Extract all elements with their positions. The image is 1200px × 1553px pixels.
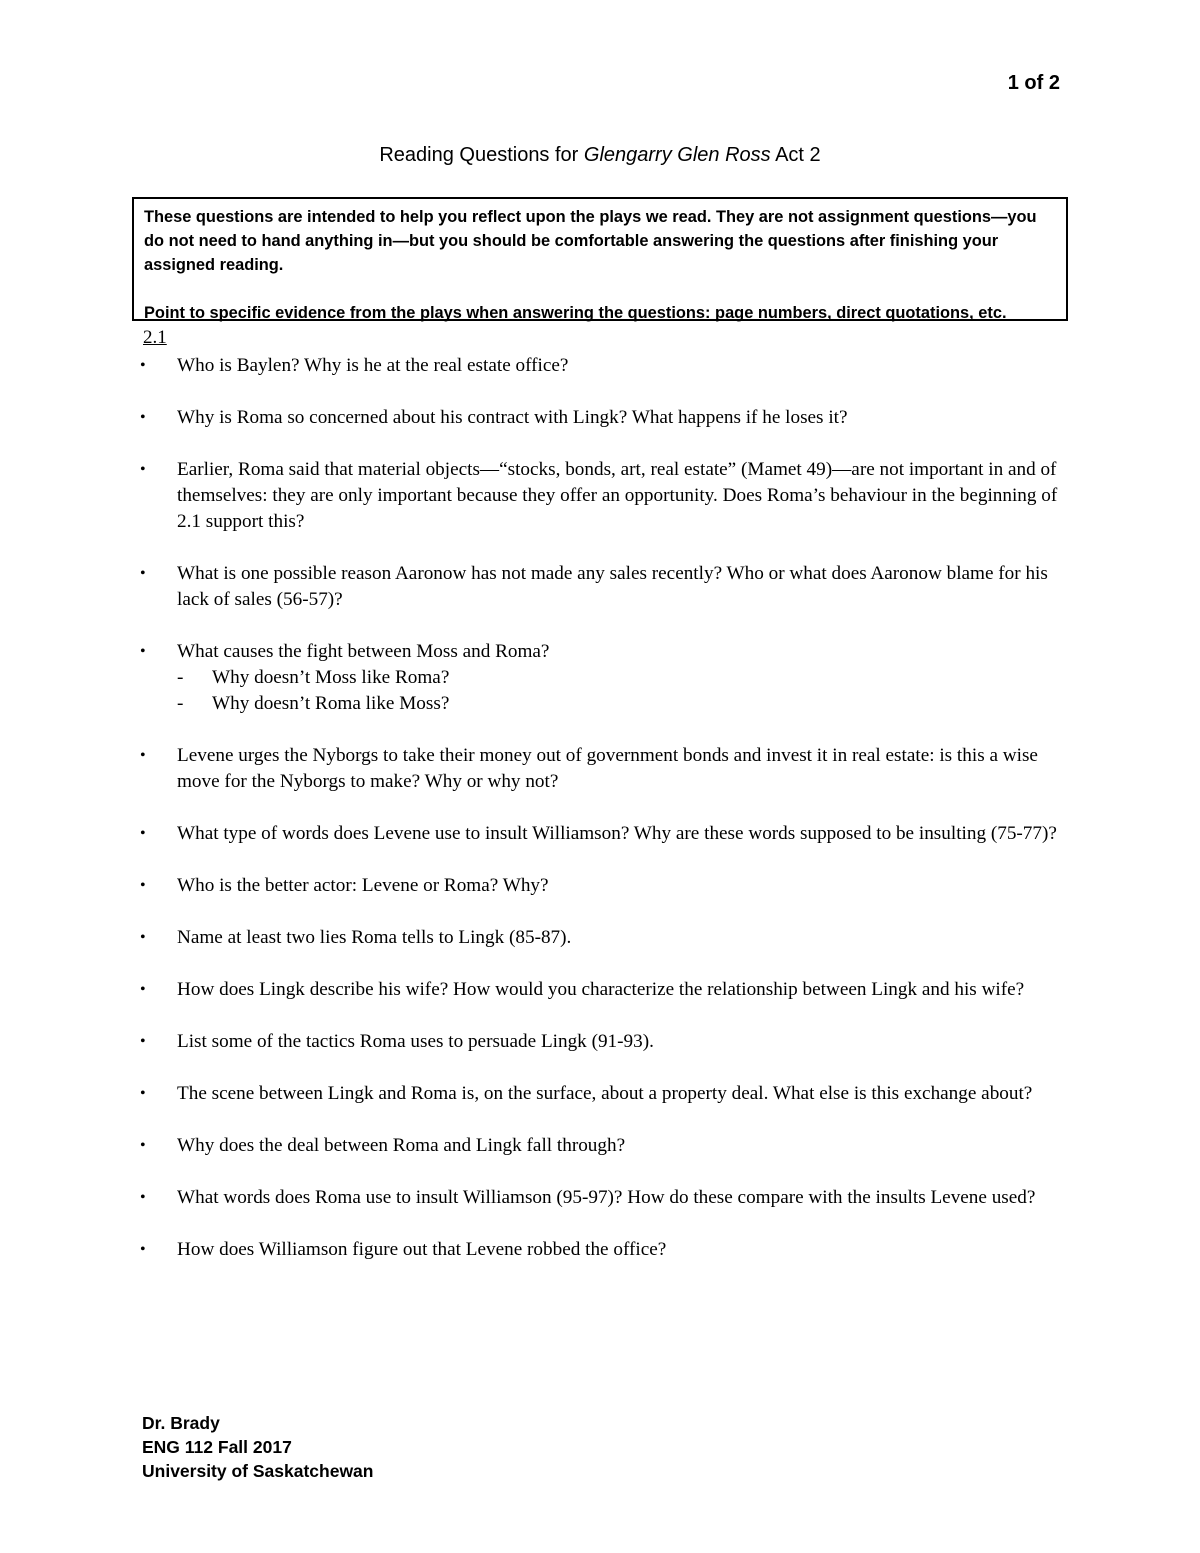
question-item xyxy=(140,1185,1070,1211)
bullet-icon: • xyxy=(140,565,146,582)
question-item xyxy=(140,1029,1070,1055)
question-text: What type of words does Levene use to insult Williamson? Why are these words supposed to be insulting (75-77)? xyxy=(177,823,1057,844)
sub-question-item xyxy=(177,691,1070,717)
bullet-icon: • xyxy=(140,1137,146,1154)
bullet-icon: • xyxy=(140,1241,146,1258)
bullet-icon: • xyxy=(140,461,146,478)
sub-question-item xyxy=(177,665,1070,691)
sub-question-text: Why doesn’t Roma like Moss? xyxy=(212,693,450,714)
bullet-icon: • xyxy=(140,929,146,946)
question-item xyxy=(140,977,1070,1003)
footer-author: Dr. Brady xyxy=(142,1413,220,1433)
question-item xyxy=(140,925,1070,951)
question-item xyxy=(140,561,1070,613)
question-text: What is one possible reason Aaronow has not made any sales recently? Who or what does Aaronow blame for his lack of sales (56-57)? xyxy=(177,563,1048,610)
dash-icon: - xyxy=(177,693,184,714)
bullet-icon: • xyxy=(140,981,146,998)
bullet-icon: • xyxy=(140,877,146,894)
question-text: Earlier, Roma said that material objects—“stocks, bonds, art, real estate” (Mamet 49)—are not important in and of themselves: they are only important because they offer an opportunity. Does Roma’s behaviour in the beginning of 2.1 support this? xyxy=(177,459,1058,532)
bullet-icon: • xyxy=(140,1085,146,1102)
instructions-box xyxy=(132,197,1068,321)
bullet-icon: • xyxy=(140,409,146,426)
question-item xyxy=(140,1081,1070,1107)
question-item xyxy=(140,457,1070,535)
question-text: Who is Baylen? Why is he at the real estate office? xyxy=(177,355,569,376)
footer-institution: University of Saskatchewan xyxy=(142,1461,374,1481)
question-item xyxy=(140,353,1070,379)
question-text: Who is the better actor: Levene or Roma? Why? xyxy=(177,875,549,896)
title-play-name: Glengarry Glen Ross xyxy=(583,144,771,166)
question-item xyxy=(140,1133,1070,1159)
question-item xyxy=(140,639,1070,717)
question-text: How does Lingk describe his wife? How would you characterize the relationship between Lingk and his wife? xyxy=(177,979,1025,1000)
document-footer xyxy=(142,1411,373,1483)
dash-icon: - xyxy=(177,667,184,688)
question-item xyxy=(140,873,1070,899)
title-prefix: Reading Questions for xyxy=(379,144,584,166)
bullet-icon: • xyxy=(140,643,146,660)
bullet-icon: • xyxy=(140,747,146,764)
section-heading: 2.1 xyxy=(143,327,167,348)
question-item xyxy=(140,743,1070,795)
page-title xyxy=(0,144,1200,167)
sub-question-text: Why doesn’t Moss like Roma? xyxy=(212,667,450,688)
instructions-paragraph: These questions are intended to help you reflect upon the plays we read. They are not assignment questions—you do not need to hand anything in—but you should be comfortable answering the questions after finishing your assigned reading. xyxy=(144,208,1037,274)
question-item xyxy=(140,1237,1070,1263)
bullet-icon: • xyxy=(140,1033,146,1050)
sub-question-list xyxy=(177,665,1070,717)
question-text: How does Williamson figure out that Levene robbed the office? xyxy=(177,1239,667,1260)
bullet-icon: • xyxy=(140,1189,146,1206)
question-text: What words does Roma use to insult Williamson (95-97)? How do these compare with the insults Levene used? xyxy=(177,1187,1036,1208)
question-list xyxy=(140,353,1070,1289)
title-suffix: Act 2 xyxy=(770,144,821,166)
question-item xyxy=(140,405,1070,431)
bullet-icon: • xyxy=(140,357,146,374)
question-text: Why does the deal between Roma and Lingk fall through? xyxy=(177,1135,626,1156)
page-number: 1 of 2 xyxy=(1007,72,1060,94)
question-text: Why is Roma so concerned about his contract with Lingk? What happens if he loses it? xyxy=(177,407,848,428)
question-text: What causes the fight between Moss and Roma? xyxy=(177,641,550,662)
question-text: List some of the tactics Roma uses to persuade Lingk (91-93). xyxy=(177,1031,654,1052)
question-item xyxy=(140,821,1070,847)
question-text: The scene between Lingk and Roma is, on the surface, about a property deal. What else is this exchange about? xyxy=(177,1083,1033,1104)
footer-course: ENG 112 Fall 2017 xyxy=(142,1437,292,1457)
question-text: Name at least two lies Roma tells to Lingk (85-87). xyxy=(177,927,572,948)
bullet-icon: • xyxy=(140,825,146,842)
question-text: Levene urges the Nyborgs to take their money out of government bonds and invest it in real estate: is this a wise move for the Nyborgs to make? Why or why not? xyxy=(177,745,1038,792)
evidence-instruction: Point to specific evidence from the plays when answering the questions: page numbers, direct quotations, etc. xyxy=(144,304,1007,322)
